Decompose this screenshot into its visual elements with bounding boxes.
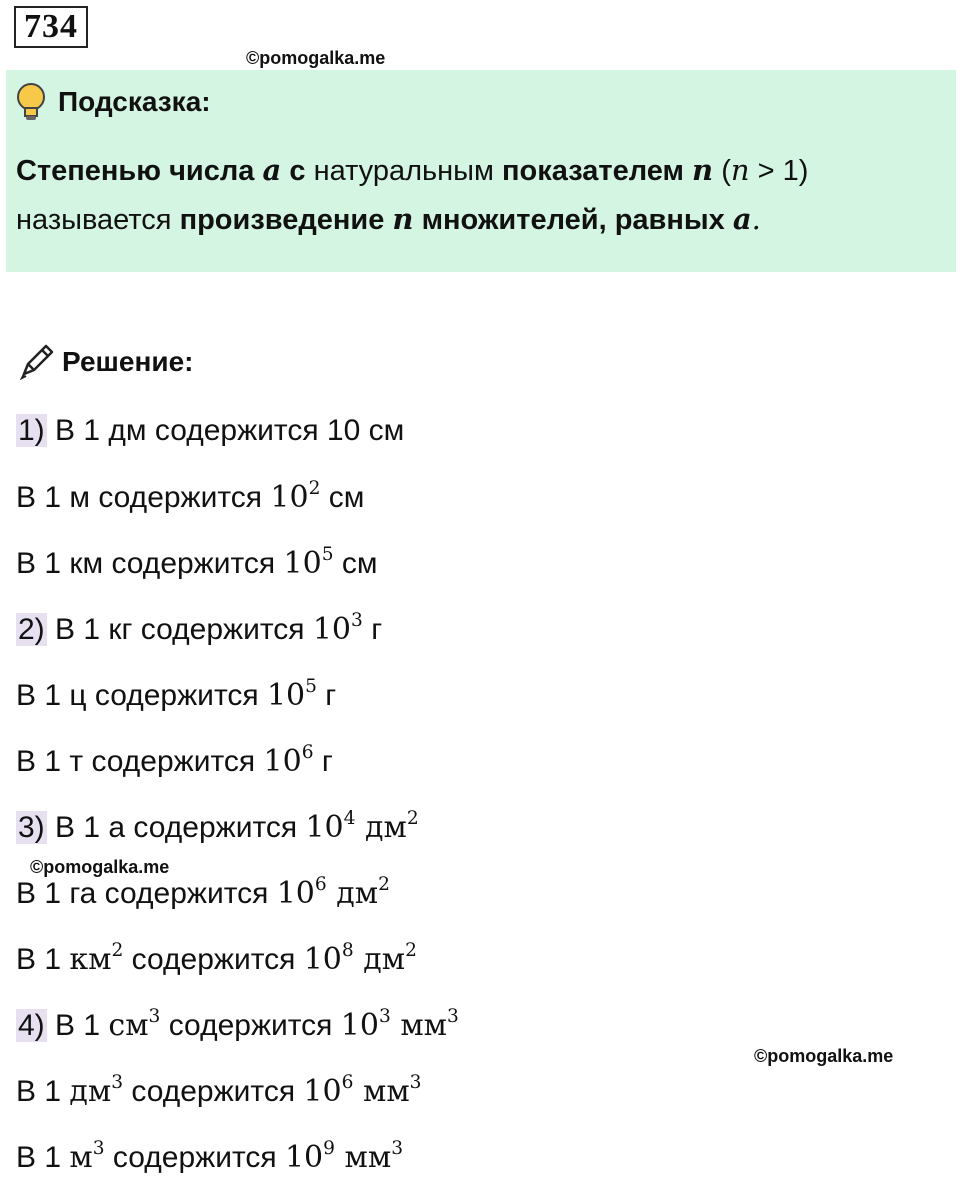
solution-line: В 1 т содержится $10^6$ г bbox=[16, 741, 333, 779]
lightbulb-icon bbox=[14, 82, 48, 122]
solution-line: В 1 ц содержится $10^5$ г bbox=[16, 675, 337, 713]
solution-line: 1) В 1 дм содержится 10 см bbox=[18, 414, 405, 447]
solution-line: 3) В 1 а содержится $10^4$ $дм^2$ bbox=[18, 807, 419, 845]
watermark-top: ©pomogalka.me bbox=[246, 48, 386, 68]
solution-title-text: Решение: bbox=[62, 346, 194, 377]
hint-title-text: Подсказка: bbox=[58, 86, 211, 117]
task-number: 734 bbox=[14, 6, 88, 48]
solution-title bbox=[16, 342, 193, 382]
solution-line: В 1 га содержится $10^6$ $дм^2$ bbox=[16, 873, 390, 911]
hint-definition: Степенью числа a с натуральным показателем n (n > 1) называется произведение n множителей, равных a. bbox=[16, 153, 809, 236]
solution-line: В 1 км содержится $10^5$ см bbox=[16, 543, 378, 581]
watermark-bottom: ©pomogalka.me bbox=[754, 1046, 894, 1066]
solution-line: В 1 м содержится $10^2$ см bbox=[16, 477, 365, 515]
solution-line: 4) В 1 $см^3$ содержится $10^3$ $мм^3$ bbox=[18, 1005, 459, 1043]
solution-line: В 1 $дм^3$ содержится $10^6$ $мм^3$ bbox=[16, 1071, 422, 1109]
solution-line: В 1 $м^3$ содержится $10^9$ $мм^3$ bbox=[16, 1137, 404, 1175]
watermark-middle: ©pomogalka.me bbox=[30, 857, 170, 877]
hint-title bbox=[14, 82, 211, 122]
solution-line: В 1 $км^2$ содержится $10^8$ $дм^2$ bbox=[16, 939, 417, 977]
solution-line: 2) В 1 кг содержится $10^3$ г bbox=[18, 609, 383, 647]
pencil-icon bbox=[16, 342, 56, 382]
